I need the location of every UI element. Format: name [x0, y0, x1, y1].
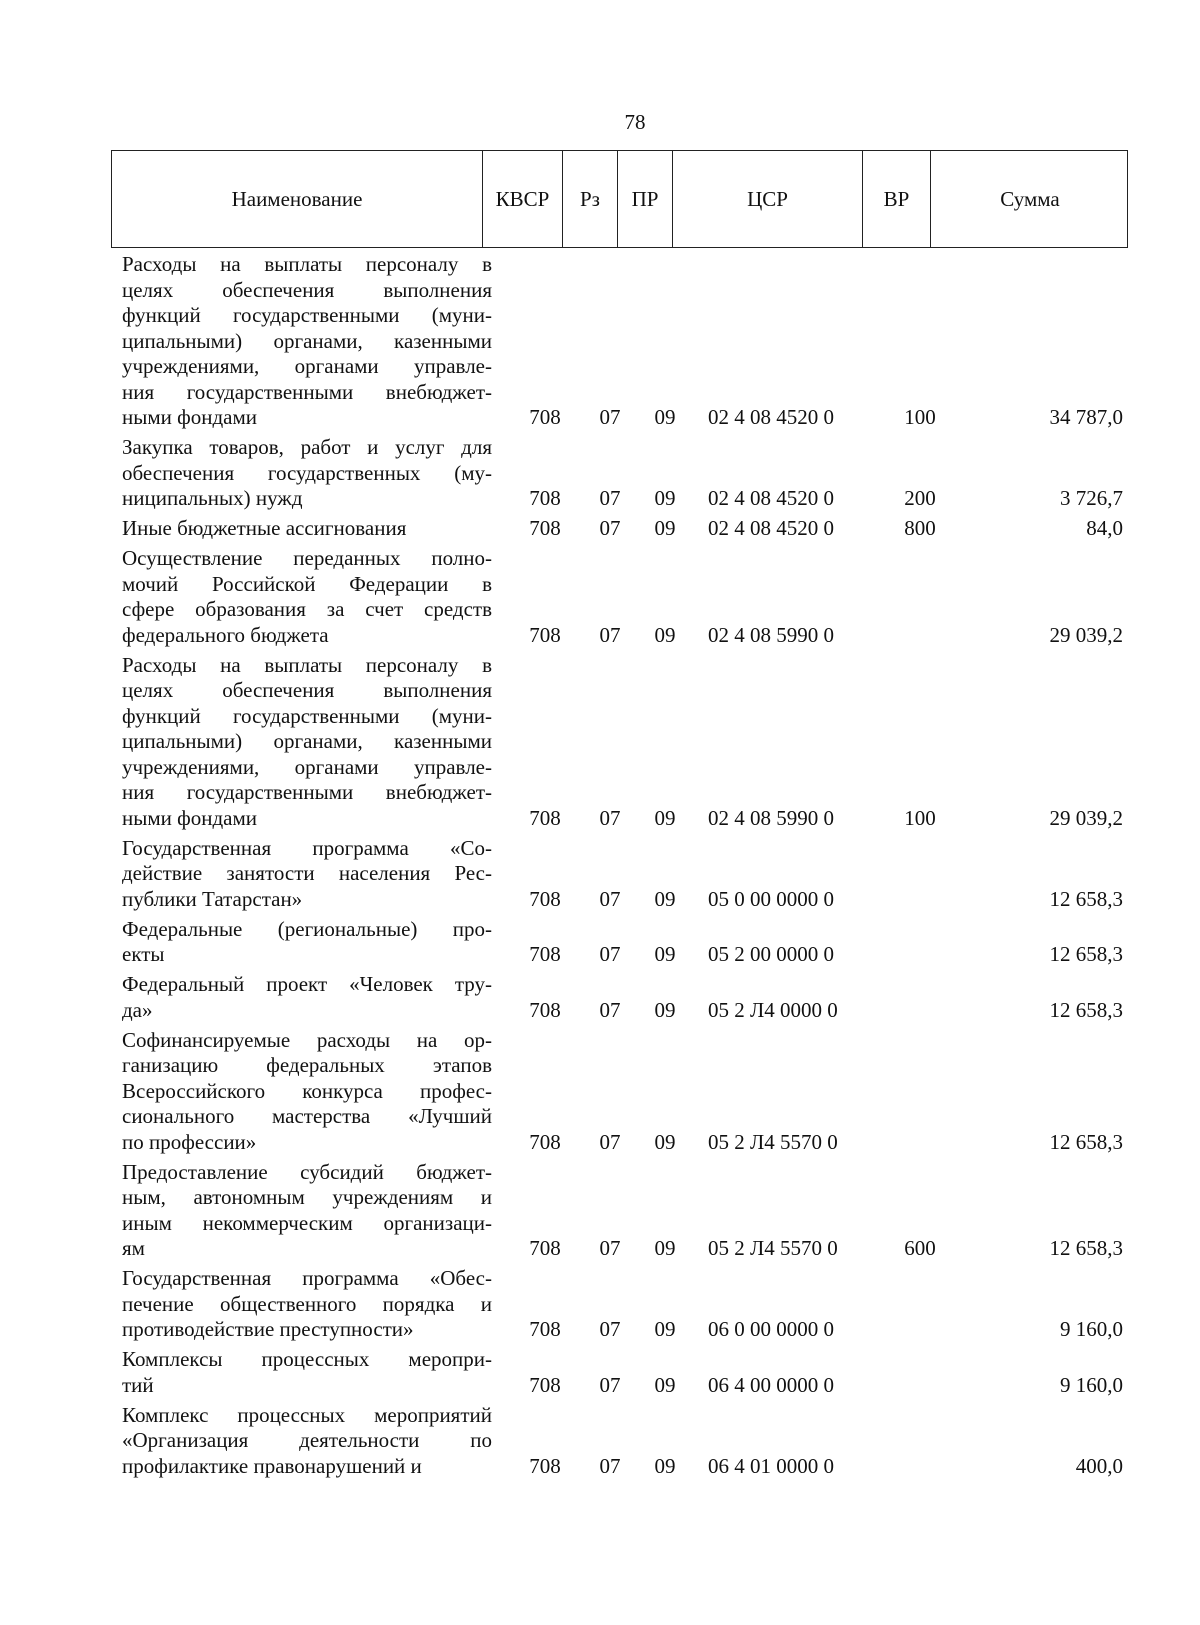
row-name	[122, 972, 492, 1023]
row-name-line: Иные бюджетные ассигнования	[122, 516, 407, 540]
page-number: 78	[624, 110, 646, 134]
row-sum: 34 787,0	[1049, 405, 1123, 429]
row-name-line: Софинансируемые расходы на ор-	[122, 1027, 492, 1052]
row-name	[122, 546, 492, 648]
row-sum: 12 658,3	[1049, 1236, 1123, 1260]
header-kvsr: КВСР	[482, 151, 562, 247]
row-rz: 07	[599, 486, 621, 510]
row-name-line: Расходы на выплаты персоналу в	[122, 252, 492, 276]
row-name-line: мочий Российской Федерации в	[122, 571, 492, 596]
header-pr: ПР	[617, 151, 672, 247]
row-pr: 09	[654, 1372, 676, 1397]
row-name-line: Комплексы процессных меропри-	[122, 1347, 492, 1371]
row-kvsr: 708	[529, 805, 561, 830]
row-csr: 02 4 08 4520 0	[708, 486, 834, 510]
row-name-line: противодействие преступности»	[122, 1317, 414, 1341]
row-sum: 29 039,2	[1049, 622, 1123, 647]
row-name-line: ным, автономным учреждениям и	[122, 1185, 492, 1209]
row-csr: 06 0 00 0000 0	[708, 1317, 834, 1341]
row-name-line: ям	[122, 1236, 145, 1260]
row-pr: 09	[654, 805, 676, 830]
row-sum: 9 160,0	[1060, 1317, 1123, 1341]
row-kvsr: 708	[529, 405, 561, 429]
row-name-line: Предоставление субсидий бюджет-	[122, 1159, 492, 1184]
row-rz: 07	[599, 1372, 621, 1397]
table-row	[0, 252, 1200, 431]
row-name-line: учреждениями, органами управле-	[122, 354, 492, 378]
header-sum: Сумма	[930, 151, 1129, 247]
table-row	[0, 1403, 1200, 1480]
row-pr: 09	[654, 886, 676, 911]
row-name-line: ными фондами	[122, 405, 258, 429]
row-vr: 100	[904, 405, 936, 429]
table-row	[0, 1160, 1200, 1262]
row-name-line: ципальными) органами, казенными	[122, 729, 492, 753]
row-csr: 05 2 Л4 0000 0	[708, 997, 838, 1022]
row-name-line: печение общественного порядка и	[122, 1291, 492, 1316]
row-rz: 07	[599, 942, 621, 966]
table-row	[0, 1266, 1200, 1343]
row-vr: 100	[904, 805, 936, 830]
row-pr: 09	[654, 405, 676, 429]
row-sum: 12 658,3	[1049, 886, 1123, 911]
row-name-line: профилактике правонарушений и	[122, 1453, 422, 1478]
row-pr: 09	[654, 1317, 676, 1341]
header-vr: ВР	[862, 151, 930, 247]
row-name-line: обеспечения государственных (му-	[122, 460, 492, 485]
row-name-line: Государственная программа «Со-	[122, 835, 492, 860]
row-name	[122, 1403, 492, 1480]
row-kvsr: 708	[529, 1317, 561, 1341]
header-rz: Рз	[562, 151, 617, 247]
row-csr: 05 2 Л4 5570 0	[708, 1129, 838, 1154]
row-pr: 09	[654, 1453, 676, 1478]
row-sum: 12 658,3	[1049, 1129, 1123, 1154]
row-name-line: екты	[122, 942, 165, 966]
table-row	[0, 917, 1200, 968]
row-name-line: сфере образования за счет средств	[122, 597, 492, 621]
row-name-line: ципальными) органами, казенными	[122, 328, 492, 353]
row-name-line: Всероссийского конкурса профес-	[122, 1078, 492, 1103]
row-sum: 3 726,7	[1060, 486, 1123, 510]
row-name-line: «Организация деятельности по	[122, 1428, 492, 1452]
row-rz: 07	[599, 622, 621, 647]
row-kvsr: 708	[529, 942, 561, 966]
row-sum: 12 658,3	[1049, 942, 1123, 966]
row-csr: 02 4 08 5990 0	[708, 622, 834, 647]
row-name-line: Федеральные (региональные) про-	[122, 916, 492, 941]
row-kvsr: 708	[529, 486, 561, 510]
row-name-line: сионального мастерства «Лучший	[122, 1104, 492, 1128]
row-name-line: целях обеспечения выполнения	[122, 277, 492, 302]
row-sum: 400,0	[1075, 1453, 1123, 1478]
row-kvsr: 708	[529, 516, 561, 540]
row-name-line: Государственная программа «Обес-	[122, 1266, 492, 1290]
row-csr: 05 2 Л4 5570 0	[708, 1236, 838, 1260]
row-name	[122, 836, 492, 913]
table-row	[0, 1347, 1200, 1398]
header-name: Наименование	[231, 186, 363, 211]
row-name-line: целях обеспечения выполнения	[122, 678, 492, 702]
row-rz: 07	[599, 1317, 621, 1341]
row-rz: 07	[599, 516, 621, 540]
row-pr: 09	[654, 486, 676, 510]
row-pr: 09	[654, 1129, 676, 1154]
row-kvsr: 708	[529, 1372, 561, 1397]
row-name-line: Федеральный проект «Человек тру-	[122, 972, 492, 996]
row-name	[122, 1028, 492, 1156]
row-kvsr: 708	[529, 886, 561, 911]
row-name	[122, 1160, 492, 1262]
row-csr: 06 4 01 0000 0	[708, 1453, 834, 1478]
row-name	[122, 516, 492, 542]
row-name-line: учреждениями, органами управле-	[122, 754, 492, 779]
row-vr: 200	[904, 486, 936, 510]
row-name-line: Осуществление переданных полно-	[122, 546, 492, 570]
row-name-line: тий	[122, 1372, 154, 1397]
table-row	[0, 836, 1200, 913]
row-sum: 29 039,2	[1049, 805, 1123, 830]
row-name	[122, 653, 492, 832]
table-row	[0, 516, 1200, 542]
row-name-line: Комплекс процессных мероприятий	[122, 1402, 492, 1427]
row-name-line: функций государственными (муни-	[122, 303, 492, 327]
row-name-line: ными фондами	[122, 805, 258, 830]
row-name	[122, 1347, 492, 1398]
row-pr: 09	[654, 516, 676, 540]
row-rz: 07	[599, 1236, 621, 1260]
row-name-line: Расходы на выплаты персоналу в	[122, 652, 492, 677]
row-sum: 9 160,0	[1060, 1372, 1123, 1397]
row-pr: 09	[654, 622, 676, 647]
row-name-line: публики Татарстан»	[122, 886, 303, 911]
row-csr: 02 4 08 5990 0	[708, 805, 834, 830]
row-name	[122, 435, 492, 512]
table-row	[0, 546, 1200, 648]
table-row	[0, 1028, 1200, 1156]
row-csr: 06 4 00 0000 0	[708, 1372, 834, 1397]
row-csr: 02 4 08 4520 0	[708, 405, 834, 429]
row-name-line: федерального бюджета	[122, 622, 329, 647]
row-name-line: ниципальных) нужд	[122, 486, 303, 510]
row-name-line: Закупка товаров, работ и услуг для	[122, 435, 492, 459]
row-name	[122, 252, 492, 431]
row-vr: 800	[904, 516, 936, 540]
table-header	[111, 150, 1128, 248]
row-name-line: ганизацию федеральных этапов	[122, 1053, 492, 1077]
row-vr: 600	[904, 1236, 936, 1260]
row-csr: 05 2 00 0000 0	[708, 942, 834, 966]
row-rz: 07	[599, 997, 621, 1022]
table-row	[0, 435, 1200, 512]
row-kvsr: 708	[529, 622, 561, 647]
row-pr: 09	[654, 1236, 676, 1260]
row-kvsr: 708	[529, 1129, 561, 1154]
row-csr: 02 4 08 4520 0	[708, 516, 834, 540]
header-csr: ЦСР	[672, 151, 862, 247]
row-kvsr: 708	[529, 1236, 561, 1260]
row-rz: 07	[599, 805, 621, 830]
row-pr: 09	[654, 997, 676, 1022]
row-sum: 84,0	[1086, 516, 1123, 540]
table-row	[0, 972, 1200, 1023]
row-name-line: действие занятости населения Рес-	[122, 861, 492, 885]
row-pr: 09	[654, 942, 676, 966]
row-rz: 07	[599, 1453, 621, 1478]
row-name-line: иным некоммерческим организаци-	[122, 1210, 492, 1235]
row-rz: 07	[599, 1129, 621, 1154]
row-name-line: ния государственными внебюджет-	[122, 780, 492, 804]
row-name	[122, 917, 492, 968]
row-csr: 05 0 00 0000 0	[708, 886, 834, 911]
row-name-line: ния государственными внебюджет-	[122, 379, 492, 404]
row-name-line: по профессии»	[122, 1129, 257, 1154]
row-name-line: функций государственными (муни-	[122, 703, 492, 728]
row-sum: 12 658,3	[1049, 997, 1123, 1022]
row-kvsr: 708	[529, 1453, 561, 1478]
row-name-line: да»	[122, 997, 153, 1022]
row-rz: 07	[599, 405, 621, 429]
row-name	[122, 1266, 492, 1343]
row-rz: 07	[599, 886, 621, 911]
table-row	[0, 653, 1200, 832]
row-kvsr: 708	[529, 997, 561, 1022]
